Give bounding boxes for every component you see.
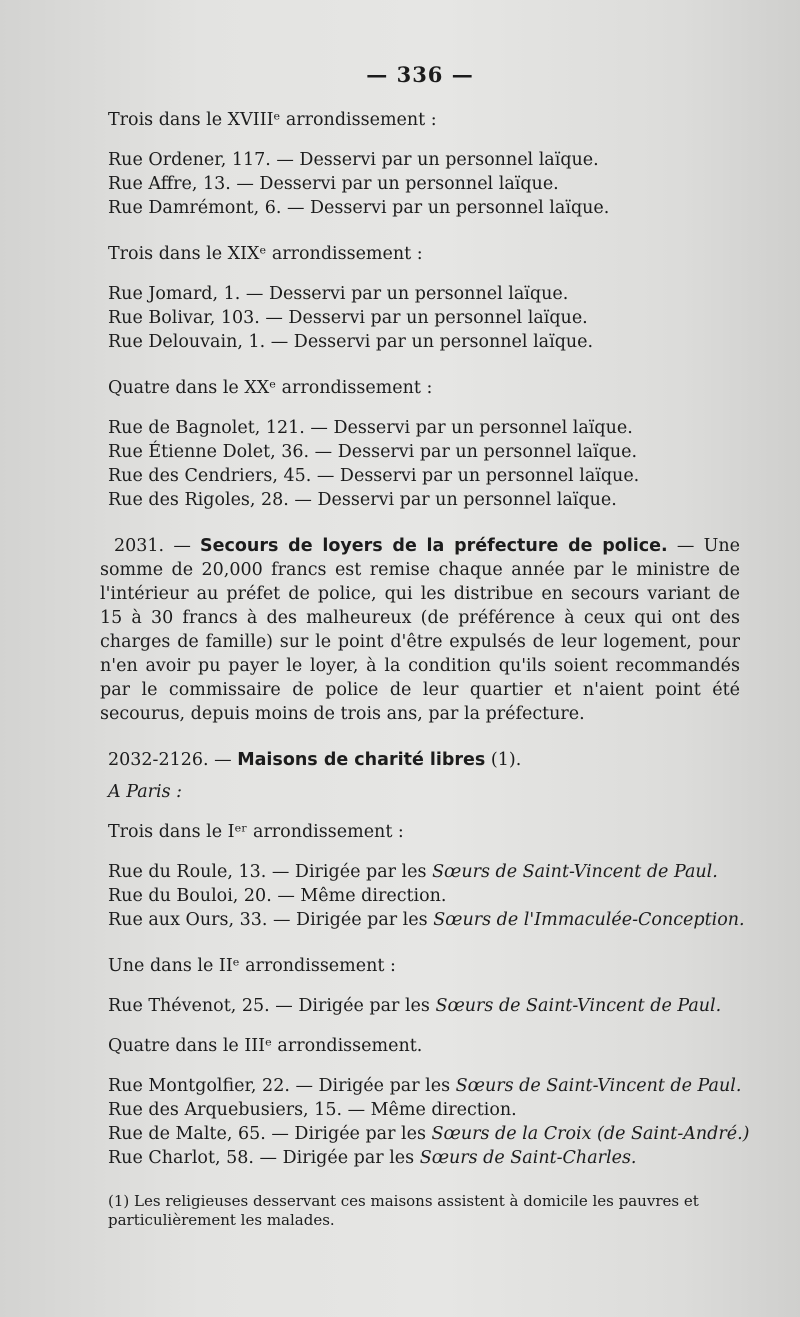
address-line: Rue Ordener, 117. — Desservi par un personnel laïque. bbox=[108, 150, 599, 170]
section-heading-1: Trois dans le Iᵉʳ arrondissement : bbox=[108, 822, 404, 842]
house-line bbox=[108, 1146, 758, 1170]
house-line bbox=[108, 884, 758, 908]
house-order: Sœurs de Saint-Vincent de Paul. bbox=[432, 862, 718, 882]
house-order: Sœurs de l'Immaculée-Conception. bbox=[433, 910, 745, 930]
house-line bbox=[108, 1074, 758, 1098]
house-line bbox=[108, 994, 758, 1018]
address-line: Rue Jomard, 1. — Desservi par un personnel laïque. bbox=[108, 284, 569, 304]
address-line: Rue Affre, 13. — Desservi par un personnel laïque. bbox=[108, 174, 559, 194]
address-line: Rue de Bagnolet, 121. — Desservi par un personnel laïque. bbox=[108, 418, 633, 438]
section-heading-2: Une dans le IIᵉ arrondissement : bbox=[108, 956, 396, 976]
address-line: Rue Damrémont, 6. — Desservi par un personnel laïque. bbox=[108, 198, 610, 218]
house-line bbox=[108, 1098, 758, 1122]
article-body: — Une somme de 20,000 francs est remise chaque année par le ministre de l'intérieur au préfet de police, qui les distribue en secours variant de 15 à 30 francs à des malheureux (de préférence à ceux qui ont des charges de famille) sur le point d'être expulsés de leur logement, pour n'en avoir pu payer le loyer, à la condition qu'ils soient recommandés par le commissaire de police de leur quartier et n'aient point été secourus, depuis moins de trois ans, par la préfecture. bbox=[100, 536, 740, 724]
house-address: Rue Thévenot, 25. — Dirigée par les bbox=[108, 996, 436, 1016]
house-order: Sœurs de Saint-Vincent de Paul. bbox=[455, 1076, 742, 1096]
article-number: 2031. — bbox=[114, 536, 201, 556]
section-heading-20: Quatre dans le XXᵉ arrondissement : bbox=[108, 378, 433, 398]
house-address: Rue du Roule, 13. — Dirigée par les bbox=[108, 862, 433, 882]
article-title: Secours de loyers de la préfecture de police. bbox=[200, 536, 668, 556]
address-line: Rue des Cendriers, 45. — Desservi par un personnel laïque. bbox=[108, 466, 640, 486]
house-address: Rue de Malte, 65. — Dirigée par les bbox=[108, 1124, 432, 1144]
section-heading-18: Trois dans le XVIIIᵉ arrondissement : bbox=[108, 110, 437, 130]
page-content bbox=[100, 108, 758, 1230]
house-line bbox=[108, 908, 758, 932]
section-heading-3: Quatre dans le IIIᵉ arrondissement. bbox=[108, 1036, 423, 1056]
house-line bbox=[108, 1122, 758, 1146]
address-line: Rue Bolivar, 103. — Desservi par un personnel laïque. bbox=[108, 308, 588, 328]
house-address: Rue Montgolfier, 22. — Dirigée par les bbox=[108, 1076, 456, 1096]
footnote: (1) Les religieuses desservant ces maisons assistent à domicile les pauvres et particulièrement les malades. bbox=[108, 1192, 699, 1229]
house-line bbox=[108, 860, 758, 884]
section-heading-19: Trois dans le XIXᵉ arrondissement : bbox=[108, 244, 423, 264]
house-order: Sœurs de Saint-Charles. bbox=[419, 1148, 637, 1168]
house-order: Sœurs de Saint-Vincent de Paul. bbox=[435, 996, 722, 1016]
article-2031 bbox=[100, 534, 740, 726]
house-address: Rue du Bouloi, 20. — Même direction. bbox=[108, 886, 447, 906]
house-address: Rue Charlot, 58. — Dirigée par les bbox=[108, 1148, 420, 1168]
address-line: Rue des Rigoles, 28. — Desservi par un personnel laïque. bbox=[108, 490, 617, 510]
article-number: 2032-2126. — bbox=[108, 750, 238, 770]
footnote-ref: (1). bbox=[485, 750, 522, 770]
article-title: Maisons de charité libres bbox=[237, 750, 486, 770]
page-number: — 336 — bbox=[366, 62, 474, 87]
house-address: Rue des Arquebusiers, 15. — Même direction. bbox=[108, 1100, 517, 1120]
subheading-paris: A Paris : bbox=[108, 782, 183, 802]
house-order: Sœurs de la Croix (de Saint-André.) bbox=[431, 1124, 750, 1144]
address-line: Rue Delouvain, 1. — Desservi par un personnel laïque. bbox=[108, 332, 594, 352]
address-line: Rue Étienne Dolet, 36. — Desservi par un personnel laïque. bbox=[108, 442, 638, 462]
subheading-wrap bbox=[108, 780, 758, 804]
article-2032-heading bbox=[108, 748, 758, 772]
house-address: Rue aux Ours, 33. — Dirigée par les bbox=[108, 910, 434, 930]
